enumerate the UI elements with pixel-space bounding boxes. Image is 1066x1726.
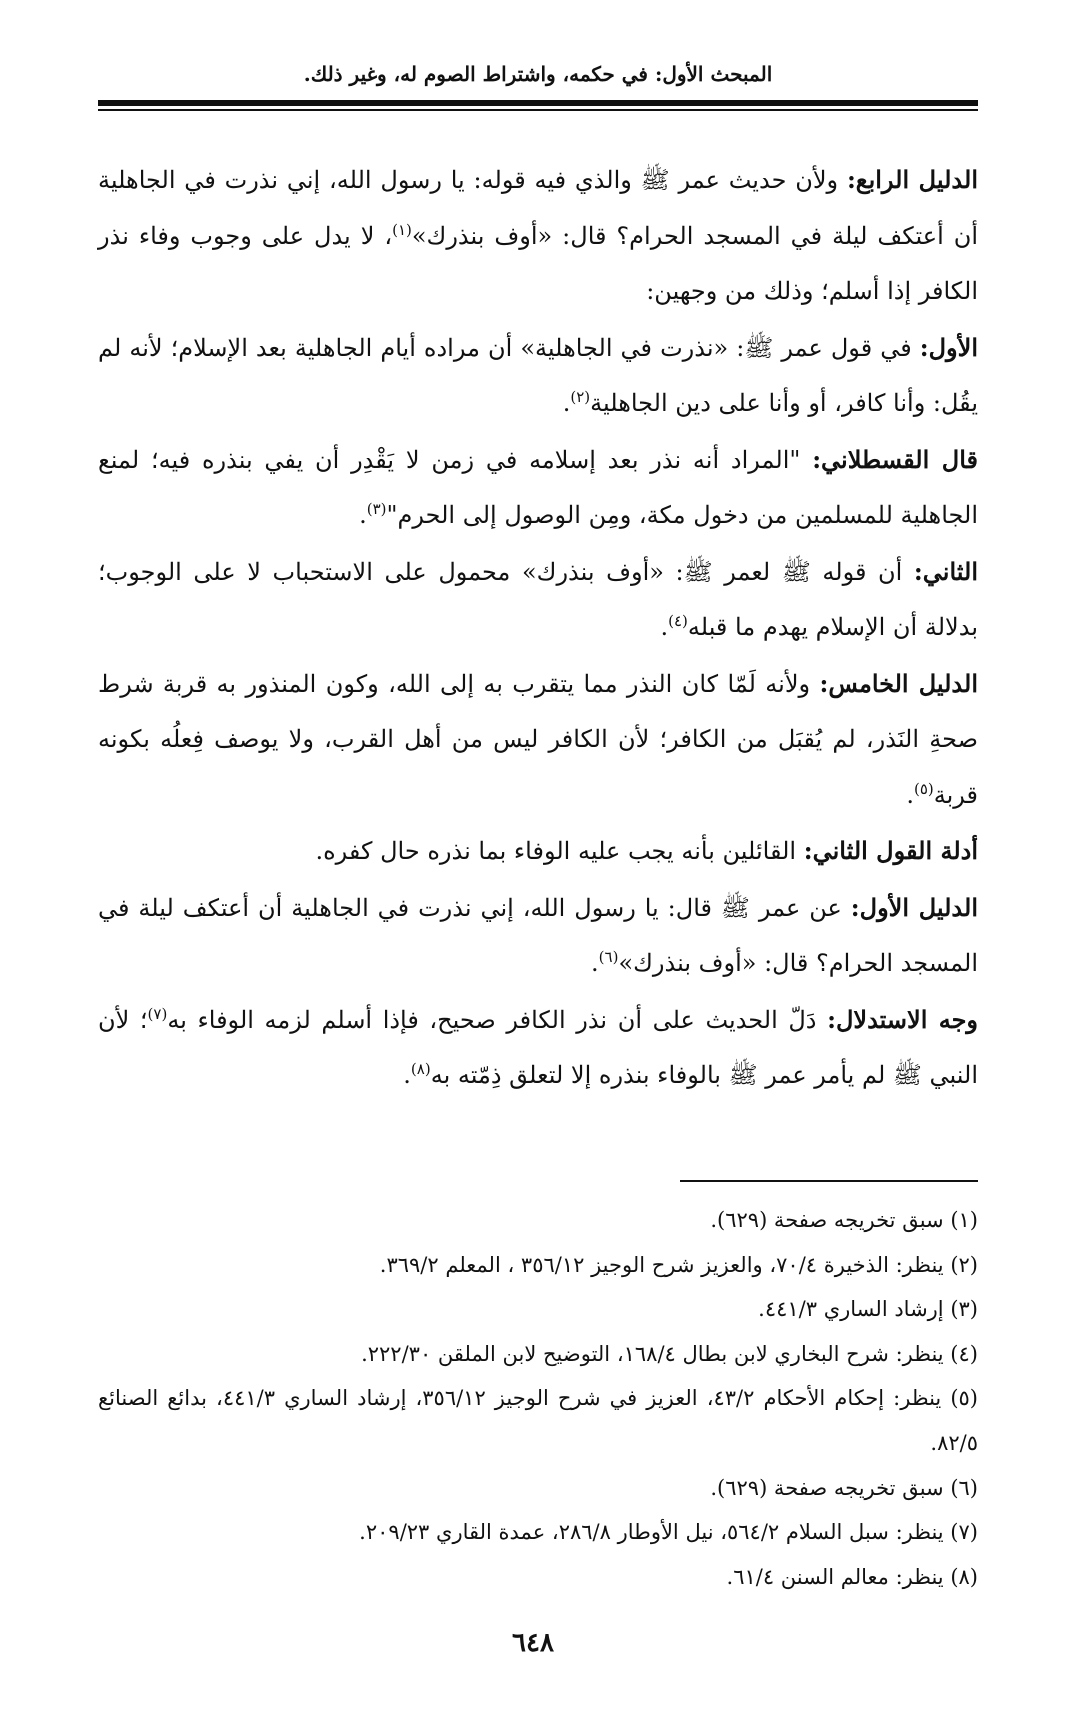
paragraph-tail: . (562, 389, 571, 417)
footnote: (٨) ينظر: معالم السنن ٦١/٤. (726, 1564, 978, 1589)
paragraph-lead: أدلة القول الثاني: (803, 836, 978, 865)
paragraph-tail: ؛ لأن النبي ﷺ لم يأمر عمر ﷺ بالوفاء بنذره إلا لتعلق ذِمّته به (98, 1005, 978, 1089)
paragraph-text: عن عمر ﷺ قال: يا رسول الله، إني نذرت في الجاهلية أن أعتكف ليلة في المسجد الحرام؟ قال: «أوف بنذرك» (98, 893, 978, 977)
header-rule-thin (98, 109, 978, 111)
paragraph (98, 320, 978, 432)
header-rule-thick (98, 100, 978, 106)
running-header: المبحث الأول: في حكمه، واشتراط الصوم له، وغير ذلك. (303, 62, 773, 86)
paragraph-text: في قول عمر ﷺ: «نذرت في الجاهلية» أن مراده أيام الجاهلية بعد الإسلام؛ لأنه لم يقُل: وأنا كافر، أو وأنا على دين الجاهلية (98, 333, 978, 417)
paragraph-text: أن قوله ﷺ لعمر ﷺ: «أوف بنذرك» محمول على الاستحباب لا على الوجوب؛ بدلالة أن الإسلام يهدم ما قبله (98, 557, 978, 641)
footnote-ref: (٥) (913, 779, 934, 798)
paragraph-tail: . (359, 501, 367, 529)
footnote-ref: (٨) (410, 1060, 431, 1078)
paragraph-lead: الثاني: (913, 556, 978, 586)
footnotes (98, 1198, 978, 1599)
paragraph-tail: . (906, 780, 914, 809)
footnote: (٧) ينظر: سبل السلام ٥٦٤/٢، نيل الأوطار ٢٨٦/٨، عمدة القاري ٢٠٩/٢٣. (359, 1520, 978, 1545)
paragraph-lead: قال القسطلاني: (812, 444, 978, 474)
footnote-ref: (٣) (366, 500, 387, 518)
paragraph-text: ولأن حديث عمر ﷺ والذي فيه قوله: يا رسول الله، إني نذرت في الجاهلية أن أعتكف ليلة في المسجد الحرام؟ قال: «أوف بنذرك» (98, 166, 978, 250)
footnote-separator (680, 1180, 978, 1182)
footnote-ref: (٧) (147, 1004, 168, 1023)
paragraph-tail: ، لا يدل على وجوب وفاء نذر الكافر إذا أسلم؛ وذلك من وجهين: (98, 221, 978, 305)
paragraph-text: القائلين بأنه يجب عليه الوفاء بما نذره حال كفره. (315, 837, 804, 865)
main-text (98, 152, 978, 1104)
paragraph-lead: الدليل الرابع: (846, 165, 978, 194)
footnote-ref: (٦) (598, 948, 619, 966)
paragraph (98, 432, 978, 544)
paragraph (98, 544, 978, 656)
paragraph (98, 992, 978, 1104)
paragraph-text: ولأنه لَمّا كان النذر مما يتقرب به إلى الله، وكون المنذور به قربة شرط صحةِ النَذر، لم يُقبَل من الكافر؛ لأن الكافر ليس من أهل القرب، ولا يوصف فِعلُه بكونه قربة (98, 669, 978, 809)
footnote-ref: (٢) (570, 388, 591, 406)
paragraph (98, 880, 978, 992)
footnote: (٥) ينظر: إحكام الأحكام ٤٣/٢، العزيز في شرح الوجيز ٣٥٦/١٢، إرشاد الساري ٤٤١/٣، بدائع الصنائع ٨٢/٥. (98, 1386, 978, 1455)
footnote: (٣) إرشاد الساري ٤٤١/٣. (758, 1297, 978, 1322)
footnote: (٤) ينظر: شرح البخاري لابن بطال ١٦٨/٤، التوضيح لابن الملقن ٢٢٢/٣٠. (361, 1341, 978, 1366)
paragraph-tail: . (660, 613, 669, 641)
paragraph-text: دَلّ الحديث على أن نذر الكافر صحيح، فإذا أسلم لزمه الوفاء به (167, 1005, 828, 1034)
paragraph (98, 656, 978, 824)
footnote: (٦) سبق تخريجه صفحة (٦٢٩). (710, 1475, 978, 1500)
paragraph-text: "المراد أنه نذر بعد إسلامه في زمن لا يَقْدِر أن يفي بنذره فيه؛ لمنع الجاهلية للمسلمين من دخول مكة، ومِن الوصول إلى الحرم" (98, 445, 978, 529)
footnote-ref: (١) (392, 220, 412, 239)
paragraph (98, 823, 978, 880)
paragraph-tail: . (591, 949, 599, 977)
paragraph-tail: . (403, 1061, 411, 1089)
paragraph-lead: الدليل الخامس: (819, 668, 978, 698)
paragraph-lead: وجه الاستدلال: (827, 1004, 978, 1034)
page-number: ٦٤٨ (512, 1628, 554, 1658)
paragraph-lead: الدليل الأول: (850, 892, 979, 922)
paragraph (98, 152, 978, 320)
paragraph-lead: الأول: (919, 332, 978, 362)
footnote: (١) سبق تخريجه صفحة (٦٢٩). (710, 1208, 978, 1232)
footnote: (٢) ينظر: الذخيرة ٧٠/٤، والعزيز شرح الوجيز ٣٥٦/١٢ ، المعلم ٣٦٩/٢. (379, 1252, 978, 1277)
footnote-ref: (٤) (668, 612, 688, 630)
